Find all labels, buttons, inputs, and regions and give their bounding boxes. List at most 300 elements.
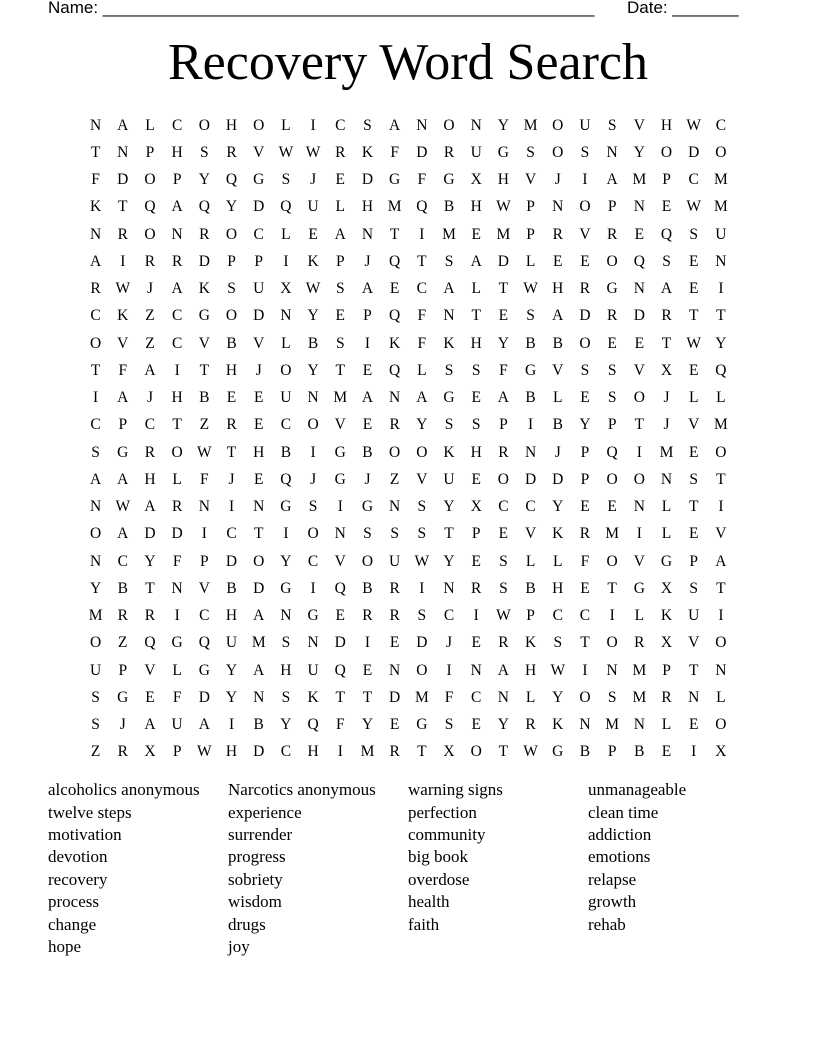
- word-list-item: experience: [228, 802, 302, 822]
- grid-row: [82, 221, 735, 248]
- grid-letter: U: [389, 552, 401, 570]
- grid-letter: A: [171, 198, 183, 216]
- grid-letter: G: [633, 579, 645, 597]
- grid-letter: Q: [389, 307, 401, 325]
- grid-letter: E: [688, 525, 699, 543]
- grid-letter: E: [498, 525, 509, 543]
- grid-letter: V: [633, 552, 645, 570]
- grid-letter: L: [335, 198, 346, 216]
- grid-letter: F: [417, 307, 427, 325]
- grid-letter: M: [714, 171, 728, 189]
- grid-letter: H: [171, 389, 183, 407]
- grid-letter: E: [688, 716, 699, 734]
- grid-letter: K: [524, 634, 537, 652]
- grid-letter: W: [523, 743, 538, 761]
- grid-letter: A: [443, 280, 455, 298]
- grid-letter: Y: [225, 688, 238, 706]
- word-list-item: rehab: [588, 914, 626, 934]
- grid-letter: L: [281, 116, 291, 134]
- grid-letter: V: [198, 334, 210, 352]
- grid-letter: Q: [416, 198, 428, 216]
- word-list-item: faith: [408, 914, 440, 934]
- grid-letter: X: [280, 280, 292, 298]
- grid-letter: N: [633, 498, 645, 516]
- grid-letter: G: [117, 688, 129, 706]
- grid-letter: J: [310, 470, 317, 488]
- grid-letter: U: [89, 661, 102, 679]
- grid-letter: E: [335, 171, 346, 189]
- grid-letter: C: [171, 307, 183, 325]
- grid-letter: C: [579, 607, 591, 625]
- grid-letter: T: [444, 525, 454, 543]
- grid-letter: X: [443, 743, 455, 761]
- grid-letter: O: [497, 470, 509, 488]
- grid-letter: N: [579, 716, 591, 734]
- grid-letter: H: [552, 579, 564, 597]
- grid-letter: V: [579, 225, 591, 243]
- grid-letter: S: [662, 252, 671, 270]
- grid-letter: E: [661, 743, 672, 761]
- grid-letter: R: [525, 716, 536, 734]
- grid-letter: O: [579, 688, 591, 706]
- grid-letter: C: [715, 116, 727, 134]
- grid-letter: W: [115, 280, 131, 298]
- grid-letter: R: [634, 634, 645, 652]
- grid-letter: O: [715, 143, 727, 161]
- grid-letter: C: [90, 416, 101, 434]
- grid-letter: V: [688, 634, 700, 652]
- grid-letter: J: [119, 716, 126, 734]
- grid-letter: R: [389, 743, 400, 761]
- grid-letter: R: [389, 579, 400, 597]
- grid-letter: D: [198, 688, 210, 706]
- grid-letter: G: [253, 171, 265, 189]
- word-list-row: [48, 779, 768, 801]
- grid-letter: H: [361, 198, 374, 216]
- grid-letter: P: [254, 252, 264, 270]
- word-list-item: sobriety: [228, 869, 283, 889]
- grid-letter: C: [688, 171, 699, 189]
- word-list-item: Narcotics anonymous: [228, 780, 376, 800]
- grid-letter: M: [714, 198, 728, 216]
- grid-letter: S: [281, 634, 291, 652]
- grid-letter: A: [497, 661, 509, 679]
- grid-letter: O: [198, 116, 210, 134]
- grid-letter: A: [606, 171, 618, 189]
- grid-letter: R: [117, 607, 128, 625]
- grid-letter: R: [144, 252, 156, 270]
- grid-row: [82, 303, 735, 330]
- grid-letter: U: [470, 143, 482, 161]
- grid-letter: H: [225, 743, 238, 761]
- grid-letter: L: [661, 716, 672, 734]
- grid-letter: E: [471, 716, 481, 734]
- grid-row: [82, 466, 735, 493]
- grid-letter: N: [334, 525, 346, 543]
- grid-letter: R: [335, 143, 346, 161]
- grid-letter: L: [634, 607, 645, 625]
- word-list-item: hope: [48, 936, 82, 956]
- grid-letter: U: [688, 607, 700, 625]
- grid-letter: C: [253, 225, 264, 243]
- grid-letter: R: [579, 525, 591, 543]
- grid-letter: I: [582, 661, 588, 679]
- grid-letter: C: [226, 525, 237, 543]
- grid-letter: R: [498, 634, 509, 652]
- grid-letter: N: [89, 498, 102, 516]
- grid-letter: A: [253, 607, 265, 625]
- grid-letter: L: [281, 225, 291, 243]
- grid-letter: H: [470, 198, 482, 216]
- grid-letter: R: [498, 443, 509, 461]
- grid-letter: Q: [198, 198, 210, 216]
- grid-letter: O: [470, 743, 482, 761]
- grid-letter: D: [144, 525, 156, 543]
- grid-letter: O: [144, 171, 156, 189]
- grid-letter: S: [417, 607, 427, 625]
- grid-letter: O: [280, 361, 292, 379]
- date-field-label: Date: _______: [627, 0, 739, 17]
- grid-letter: Q: [334, 579, 346, 597]
- grid-letter: P: [363, 307, 372, 325]
- grid-letter: I: [283, 252, 289, 270]
- grid-row: [82, 439, 735, 466]
- grid-letter: G: [524, 361, 537, 379]
- grid-letter: L: [172, 661, 182, 679]
- grid-letter: Y: [552, 498, 564, 516]
- grid-letter: Y: [579, 416, 591, 434]
- grid-letter: Y: [225, 198, 238, 216]
- grid-letter: K: [660, 607, 673, 625]
- grid-letter: I: [310, 579, 316, 597]
- grid-letter: I: [718, 498, 724, 516]
- grid-letter: P: [227, 252, 236, 270]
- grid-letter: O: [606, 470, 618, 488]
- grid-letter: B: [362, 579, 373, 597]
- grid-letter: O: [89, 634, 102, 652]
- grid-letter: Y: [443, 552, 455, 570]
- grid-letter: S: [363, 525, 372, 543]
- grid-letter: I: [364, 634, 371, 652]
- grid-letter: G: [389, 171, 401, 189]
- grid-letter: R: [171, 252, 183, 270]
- grid-letter: E: [688, 361, 699, 379]
- grid-letter: O: [579, 334, 591, 352]
- grid-letter: N: [253, 498, 265, 516]
- grid-row: [82, 712, 735, 739]
- grid-letter: P: [607, 198, 617, 216]
- grid-letter: W: [197, 743, 212, 761]
- grid-letter: S: [580, 143, 590, 161]
- grid-letter: R: [144, 443, 156, 461]
- grid-letter: V: [633, 116, 645, 134]
- grid-letter: O: [443, 116, 455, 134]
- grid-letter: T: [661, 334, 672, 352]
- grid-letter: F: [91, 171, 100, 189]
- grid-letter: D: [389, 688, 401, 706]
- grid-letter: T: [688, 307, 699, 325]
- grid-letter: O: [89, 525, 102, 543]
- grid-letter: L: [688, 389, 699, 407]
- grid-letter: G: [334, 470, 346, 488]
- grid-letter: J: [146, 280, 153, 298]
- grid-letter: E: [498, 307, 509, 325]
- grid-letter: J: [364, 470, 371, 488]
- grid-letter: H: [280, 661, 292, 679]
- word-list-item: alcoholics anonymous: [48, 780, 200, 800]
- grid-letter: B: [525, 389, 536, 407]
- grid-letter: T: [498, 743, 509, 761]
- grid-letter: Q: [389, 252, 401, 270]
- grid-letter: C: [90, 307, 101, 325]
- grid-letter: A: [334, 225, 346, 243]
- grid-letter: P: [526, 225, 535, 243]
- grid-letter: O: [144, 225, 156, 243]
- grid-letter: O: [552, 116, 564, 134]
- grid-letter: N: [361, 225, 374, 243]
- grid-letter: Q: [225, 171, 238, 189]
- grid-letter: T: [716, 470, 726, 488]
- grid-letter: U: [443, 470, 455, 488]
- grid-letter: P: [471, 525, 481, 543]
- grid-letter: A: [144, 361, 156, 379]
- grid-letter: S: [417, 525, 427, 543]
- grid-letter: L: [525, 552, 536, 570]
- grid-letter: S: [526, 307, 535, 325]
- grid-letter: W: [197, 443, 212, 461]
- grid-letter: Y: [144, 552, 156, 570]
- grid-letter: D: [633, 307, 645, 325]
- grid-letter: T: [498, 280, 509, 298]
- grid-letter: I: [691, 743, 697, 761]
- word-list-item: health: [408, 892, 450, 912]
- grid-letter: V: [253, 334, 265, 352]
- grid-letter: N: [307, 634, 319, 652]
- grid-letter: N: [470, 661, 482, 679]
- grid-letter: R: [90, 280, 101, 298]
- grid-letter: W: [115, 498, 131, 516]
- grid-letter: Q: [198, 634, 210, 652]
- grid-letter: H: [225, 116, 238, 134]
- grid-letter: R: [579, 280, 591, 298]
- grid-letter: R: [552, 225, 563, 243]
- grid-row: [82, 521, 735, 548]
- grid-letter: A: [117, 470, 129, 488]
- grid-letter: W: [496, 607, 511, 625]
- grid-letter: P: [580, 443, 590, 461]
- grid-letter: X: [470, 171, 482, 189]
- grid-letter: K: [117, 307, 129, 325]
- grid-letter: Q: [144, 634, 156, 652]
- grid-letter: N: [633, 716, 645, 734]
- grid-letter: H: [225, 607, 238, 625]
- grid-row: [82, 575, 735, 602]
- word-list-row: [48, 869, 768, 891]
- grid-letter: S: [91, 716, 100, 734]
- grid-letter: G: [361, 498, 374, 516]
- grid-letter: F: [580, 552, 590, 570]
- grid-letter: F: [200, 470, 209, 488]
- grid-letter: G: [280, 579, 292, 597]
- word-list-item: devotion: [48, 847, 108, 867]
- grid-letter: T: [688, 498, 699, 516]
- grid-letter: M: [659, 443, 674, 461]
- word-list-item: process: [48, 892, 99, 912]
- grid-letter: I: [609, 607, 615, 625]
- grid-letter: P: [118, 416, 128, 434]
- grid-letter: Y: [307, 361, 319, 379]
- grid-letter: P: [118, 661, 128, 679]
- grid-letter: C: [171, 116, 183, 134]
- grid-letter: E: [607, 498, 617, 516]
- grid-letter: V: [416, 470, 428, 488]
- grid-row: [82, 494, 735, 521]
- grid-letter: I: [718, 607, 724, 625]
- grid-letter: I: [446, 661, 452, 679]
- grid-letter: T: [226, 443, 237, 461]
- grid-letter: A: [144, 498, 156, 516]
- grid-letter: Y: [198, 171, 210, 189]
- grid-letter: K: [89, 198, 102, 216]
- grid-letter: E: [688, 443, 699, 461]
- grid-letter: W: [496, 198, 511, 216]
- grid-letter: Y: [307, 307, 319, 325]
- word-list-item: overdose: [408, 869, 470, 889]
- grid-letter: B: [552, 416, 563, 434]
- grid-letter: I: [582, 171, 588, 189]
- grid-letter: B: [579, 743, 591, 761]
- grid-letter: X: [660, 361, 673, 379]
- grid-letter: O: [416, 443, 428, 461]
- grid-letter: U: [253, 280, 265, 298]
- grid-letter: S: [607, 688, 617, 706]
- grid-letter: J: [228, 470, 235, 488]
- grid-letter: E: [389, 280, 400, 298]
- grid-letter: Q: [280, 198, 292, 216]
- grid-letter: M: [333, 389, 348, 407]
- grid-letter: K: [552, 525, 564, 543]
- grid-letter: N: [280, 307, 292, 325]
- grid-letter: Y: [89, 579, 102, 597]
- grid-letter: H: [524, 661, 537, 679]
- grid-letter: I: [310, 443, 316, 461]
- grid-letter: E: [580, 579, 590, 597]
- grid-letter: S: [471, 361, 481, 379]
- grid-letter: S: [91, 443, 100, 461]
- grid-letter: J: [446, 634, 453, 652]
- grid-letter: P: [335, 252, 345, 270]
- grid-letter: R: [117, 743, 128, 761]
- grid-letter: A: [361, 389, 374, 407]
- grid-letter: V: [633, 361, 645, 379]
- grid-letter: B: [307, 334, 319, 352]
- grid-letter: R: [117, 225, 128, 243]
- grid-letter: C: [117, 552, 128, 570]
- grid-letter: G: [606, 280, 618, 298]
- grid-letter: E: [688, 280, 699, 298]
- grid-letter: T: [199, 361, 210, 379]
- grid-letter: H: [307, 743, 319, 761]
- grid-letter: R: [606, 225, 618, 243]
- grid-letter: E: [607, 334, 617, 352]
- grid-letter: E: [634, 225, 645, 243]
- word-list-row: [48, 846, 768, 868]
- grid-letter: C: [335, 116, 346, 134]
- grid-letter: E: [335, 307, 346, 325]
- grid-letter: P: [200, 552, 209, 570]
- grid-letter: O: [361, 552, 374, 570]
- grid-letter: N: [660, 470, 673, 488]
- grid-letter: D: [416, 143, 428, 161]
- grid-letter: A: [117, 525, 129, 543]
- grid-letter: C: [471, 688, 482, 706]
- grid-letter: P: [689, 552, 699, 570]
- grid-letter: S: [607, 361, 617, 379]
- grid-letter: A: [89, 470, 102, 488]
- grid-letter: G: [443, 171, 455, 189]
- grid-letter: A: [497, 389, 509, 407]
- grid-letter: T: [335, 688, 346, 706]
- grid-letter: B: [253, 716, 264, 734]
- grid-letter: W: [278, 143, 294, 161]
- grid-letter: D: [688, 143, 700, 161]
- grid-letter: W: [686, 116, 702, 134]
- grid-letter: E: [308, 225, 318, 243]
- grid-letter: P: [526, 607, 535, 625]
- grid-letter: G: [117, 443, 129, 461]
- grid-letter: N: [715, 252, 727, 270]
- grid-letter: T: [716, 307, 726, 325]
- grid-letter: S: [308, 498, 318, 516]
- grid-letter: Q: [633, 252, 645, 270]
- grid-letter: G: [307, 607, 319, 625]
- grid-letter: R: [471, 579, 482, 597]
- grid-letter: E: [253, 416, 264, 434]
- grid-letter: N: [89, 225, 102, 243]
- grid-letter: G: [416, 716, 428, 734]
- grid-letter: D: [497, 252, 509, 270]
- grid-letter: Y: [443, 498, 455, 516]
- grid-letter: A: [552, 307, 564, 325]
- grid-letter: I: [718, 280, 724, 298]
- grid-letter: N: [524, 443, 537, 461]
- grid-letter: R: [389, 416, 400, 434]
- grid-letter: N: [171, 225, 183, 243]
- grid-letter: E: [471, 389, 481, 407]
- grid-letter: T: [90, 143, 101, 161]
- grid-letter: M: [523, 116, 538, 134]
- grid-letter: P: [607, 743, 617, 761]
- word-list-row: [48, 913, 768, 935]
- grid-letter: T: [688, 661, 699, 679]
- grid-letter: N: [89, 116, 102, 134]
- word-list-item: warning signs: [408, 780, 503, 800]
- grid-letter: O: [307, 525, 319, 543]
- grid-letter: G: [334, 443, 346, 461]
- grid-letter: D: [253, 307, 265, 325]
- grid-letter: J: [255, 361, 262, 379]
- grid-letter: I: [419, 225, 425, 243]
- grid-letter: I: [228, 716, 235, 734]
- grid-letter: L: [281, 334, 291, 352]
- grid-letter: O: [606, 634, 618, 652]
- grid-letter: F: [390, 143, 399, 161]
- word-list-item: addiction: [588, 824, 652, 844]
- grid-letter: I: [228, 498, 235, 516]
- grid-letter: X: [660, 634, 673, 652]
- grid-letter: J: [146, 389, 153, 407]
- grid-letter: N: [89, 552, 102, 570]
